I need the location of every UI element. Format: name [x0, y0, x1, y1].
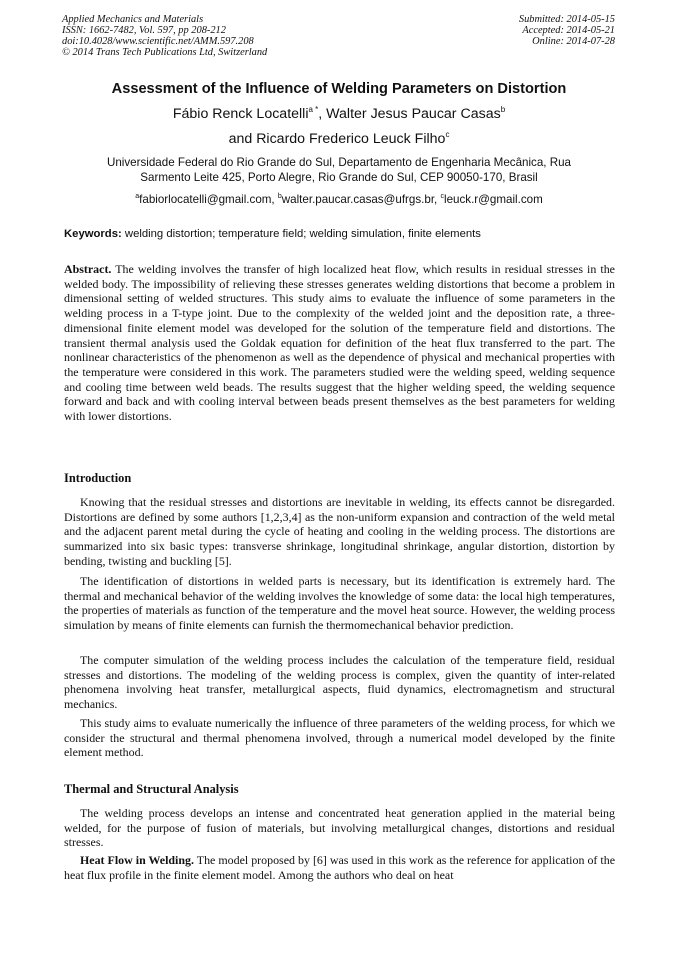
intro-paragraph-3: The computer simulation of the welding process includes the calculation of the temperature field, residual stresses and distortions. The modeling of the welding process is complex, given the quantity of inter-related phenomena involving heat transfer, metallurgical aspects, fluid dynamics, electromagnetism and structural mechanics.	[64, 653, 615, 712]
author-2: Walter Jesus Paucar Casas	[326, 106, 501, 122]
abstract-label: Abstract.	[64, 262, 112, 276]
author-1: Fábio Renck Locatelli	[172, 106, 309, 122]
thermal-paragraph-2	[64, 853, 615, 882]
email-mark-b: b	[277, 193, 282, 200]
online-date: Online: 2014-07-28	[532, 36, 615, 47]
section-heading-thermal: Thermal and Structural Analysis	[64, 782, 239, 796]
copyright-line: © 2014 Trans Tech Publications Ltd, Switzerland	[62, 47, 268, 58]
affiliation-line-2: Sarmento Leite 425, Porto Alegre, Rio Grande do Sul, CEP 90050-170, Brasil	[140, 171, 538, 184]
intro-paragraph-4: This study aims to evaluate numerically the influence of three parameters of the welding process, for which we consider the structural and thermal phenomena involved, through a numerical model developed by the finite element method.	[64, 716, 615, 760]
thermal-paragraph-1: The welding process develops an intense and concentrated heat generation applied in the material being welded, for the purpose of fusion of materials, but involving metallurgical changes, distortions and residual stresses.	[64, 806, 615, 850]
email-a[interactable]: fabiorlocatelli@gmail.com	[139, 193, 272, 206]
accepted-date: Accepted: 2014-05-21	[522, 25, 615, 36]
keywords-text: welding distortion; temperature field; welding simulation, finite elements	[121, 228, 481, 240]
issn-line: ISSN: 1662-7482, Vol. 597, pp 208-212	[62, 25, 226, 36]
abstract	[64, 262, 615, 424]
submitted-date: Submitted: 2014-05-15	[518, 14, 615, 25]
section-heading-introduction: Introduction	[64, 471, 132, 485]
author-2-affil-mark: b	[500, 105, 506, 114]
paper-title: Assessment of the Influence of Welding Parameters on Distortion	[111, 81, 567, 97]
email-separator: ,	[434, 193, 441, 206]
email-mark-c: c	[440, 193, 444, 200]
author-3-prefix: and	[228, 131, 257, 147]
author-3-affil-mark: c	[445, 130, 450, 139]
email-b[interactable]: walter.paucar.casas@ufrgs.br	[281, 193, 435, 206]
author-1-affil-mark: a *	[308, 105, 319, 114]
email-c[interactable]: leuck.r@gmail.com	[444, 193, 543, 206]
journal-name: Applied Mechanics and Materials	[62, 14, 204, 25]
heat-flow-text: The model proposed by [6] was used in this work as the reference for application of the heat flux profile in the finite element model. Among the authors who deal on heat	[64, 853, 615, 882]
author-separator: ,	[318, 106, 327, 122]
abstract-text: The welding involves the transfer of high localized heat flow, which results in residual stresses in the welded body. The impossibility of relieving these stresses generates welding distortions that become a problem in dimensional setting of welded structures. This study aims to evaluate the influence of some parameters in the welding process in a T-type joint. Due to the complexity of the welded joint and the deposition rate, a three-dimensional finite element model was developed for the solution of the temperature field and distortions. The transient thermal analysis used the Goldak equation for definition of the heat flux transferred to the part. The nonlinear characteristics of the phenomenon as well as the dependence of physical and mechanical properties with the temperature were considered in this work. The parameters studied were the welding speed, welding sequence and cooling time between weld beads. The results suggest that the higher welding speed, the welding sequence forward and back and with cooling interval between beads present themselves as the best parameters for welding with lower distortions.	[64, 262, 615, 424]
intro-paragraph-1: Knowing that the residual stresses and distortions are inevitable in welding, its effects cannot be disregarded. Distortions are defined by some authors [1,2,3,4] as the non-uniform expansion and contraction of the weld metal and the adjacent parent metal during the cycle of heating and cooling in the welding process. The distortions are summarized into six basic types: transverse shrinkage, longitudinal shrinkage, angular distortion, distortion by bending, twisting and buckling [5].	[64, 495, 615, 568]
intro-paragraph-2: The identification of distortions in welded parts is necessary, but its identification is extremely hard. The thermal and mechanical behavior of the welding involves the knowledge of some data: the local high temperatures, the properties of materials as function of the temperature and the movel heat source. However, the welding process simulation by means of finite elements can furnish the thermomechanical behavior prediction.	[64, 574, 615, 633]
dates-header	[519, 14, 615, 47]
affiliation-line-1: Universidade Federal do Rio Grande do Sul, Departamento de Engenharia Mecânica, Rua	[106, 156, 572, 169]
author-emails	[0, 193, 678, 207]
email-separator: ,	[271, 193, 278, 206]
heat-flow-lead: Heat Flow in Welding.	[80, 853, 194, 867]
authors-line-2	[0, 131, 678, 148]
author-3: Ricardo Frederico Leuck Filho	[256, 131, 446, 147]
journal-info-header	[62, 14, 267, 58]
keywords-label: Keywords:	[64, 228, 122, 240]
authors-line-1	[0, 106, 678, 123]
email-mark-a: a	[135, 193, 140, 200]
keywords-line	[64, 227, 615, 241]
doi-line: doi:10.4028/www.scientific.net/AMM.597.208	[62, 36, 254, 47]
